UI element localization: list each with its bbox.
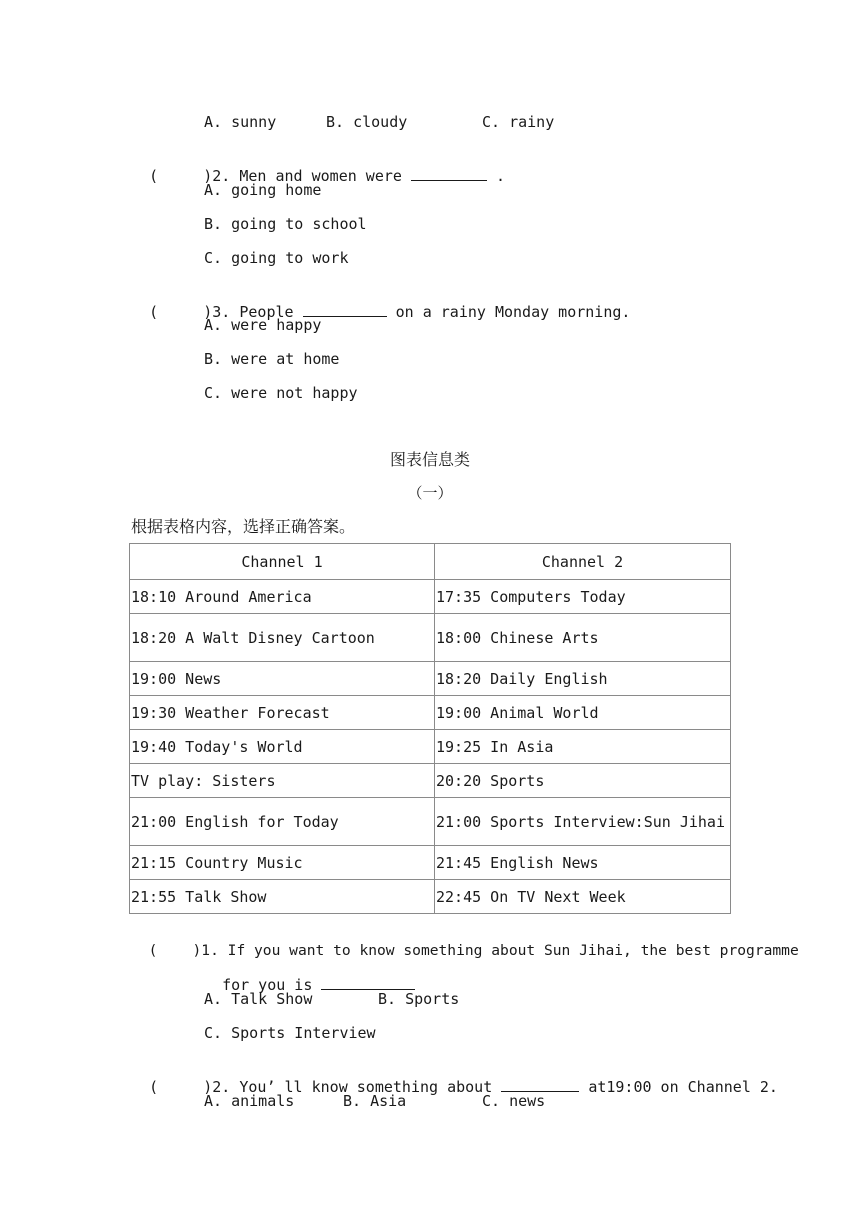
column-header: Channel 2 [435, 544, 731, 580]
option-a: A. animals [204, 1092, 295, 1110]
option-a: A. were happy [204, 316, 322, 334]
table-row [130, 614, 731, 662]
instruction: 根据表格内容，选择正确答案。 [131, 517, 356, 536]
table-cell: 20:20 Sports [435, 764, 731, 798]
option-b: B. cloudy [326, 113, 408, 131]
table-cell: 21:00 Sports Interview:Sun Jihai [435, 798, 731, 846]
option-b: B. Sports [378, 990, 460, 1008]
answer-blank[interactable] [411, 166, 487, 181]
table-cell: 19:40 Today's World [130, 730, 435, 764]
table-cell: 21:55 Talk Show [130, 880, 435, 914]
option-a: A. going home [204, 181, 322, 199]
table-cell: 21:15 Country Music [130, 846, 435, 880]
table-cell: 21:00 English for Today [130, 798, 435, 846]
question-stem: 2. You’ ll know something about [212, 1078, 493, 1096]
column-header: Channel 1 [130, 544, 435, 580]
option-b: B. going to school [204, 215, 367, 233]
option-b: B. Asia [343, 1092, 407, 1110]
question-stem: 1. If you want to know something about Sun Jihai, the best programme [201, 942, 799, 959]
table-cell: 18:00 Chinese Arts [435, 614, 731, 662]
option-a: A. sunny [204, 113, 277, 131]
table-header-row [130, 544, 731, 580]
table-row [130, 730, 731, 764]
table-cell: 18:20 Daily English [435, 662, 731, 696]
option-b: B. were at home [204, 350, 340, 368]
table-cell: 17:35 Computers Today [435, 580, 731, 614]
option-c: C. Sports Interview [204, 1024, 376, 1042]
answer-paren: ( ) [148, 942, 202, 959]
option-a: A. Talk Show [204, 990, 313, 1008]
table-cell: 19:25 In Asia [435, 730, 731, 764]
section-title: 图表信息类 [389, 450, 470, 469]
table-row [130, 696, 731, 730]
option-c: C. rainy [482, 113, 555, 131]
tv-schedule-table [129, 543, 731, 914]
table-cell: 21:45 English News [435, 846, 731, 880]
table-cell: TV play: Sisters [130, 764, 435, 798]
table-row [130, 764, 731, 798]
table-cell: 18:20 A Walt Disney Cartoon [130, 614, 435, 662]
table-row [130, 580, 731, 614]
option-c: C. going to work [204, 249, 349, 267]
option-c: C. news [482, 1092, 546, 1110]
table-cell: 18:10 Around America [130, 580, 435, 614]
table-row [130, 798, 731, 846]
answer-blank[interactable] [501, 1077, 579, 1092]
table-row [130, 846, 731, 880]
section-subtitle: （一） [407, 484, 453, 502]
question-stem-end: . [496, 167, 506, 185]
table-row [130, 662, 731, 696]
answer-paren: ( ) [149, 1078, 213, 1096]
table-cell: 19:00 Animal World [435, 696, 731, 730]
answer-paren: ( ) [149, 167, 213, 185]
answer-blank[interactable] [321, 975, 415, 990]
question-stem-end: at19:00 on Channel 2. [588, 1078, 778, 1096]
table-row [130, 880, 731, 914]
question-stem-end: on a rainy Monday morning. [395, 303, 631, 321]
table-cell: 19:30 Weather Forecast [130, 696, 435, 730]
question-stem: 2. Men and women were [212, 167, 402, 185]
option-c: C. were not happy [204, 384, 358, 402]
question-stem: for you is [222, 976, 313, 994]
question-stem: 3. People [212, 303, 294, 321]
answer-paren: ( ) [149, 303, 213, 321]
table-cell: 22:45 On TV Next Week [435, 880, 731, 914]
table-cell: 19:00 News [130, 662, 435, 696]
